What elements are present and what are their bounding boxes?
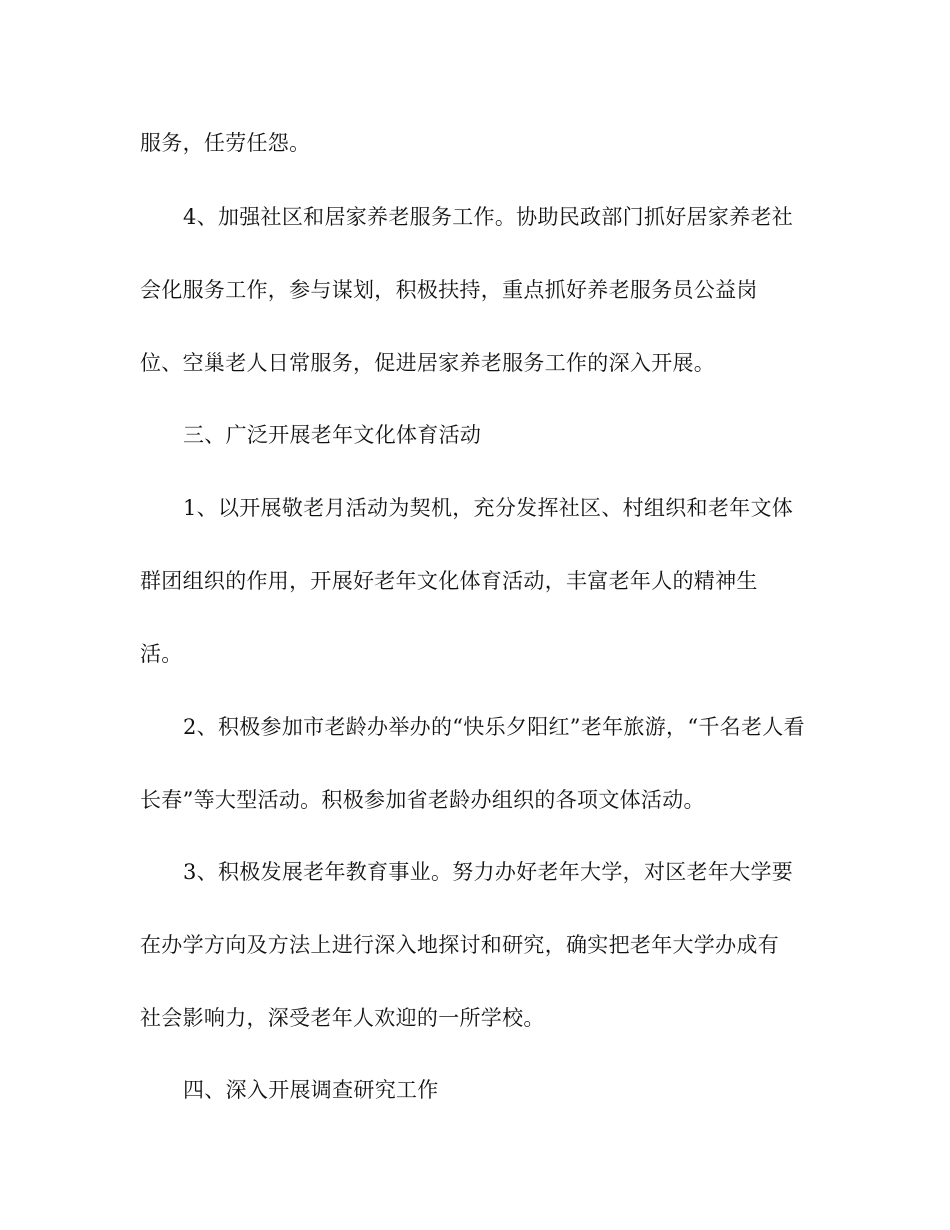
paragraph-line: 服务，任劳任怨。 [140, 131, 311, 155]
paragraph-line: 活。 [140, 642, 183, 666]
section-heading: 三、广泛开展老年文化体育活动 [183, 423, 482, 447]
paragraph-line: 群团组织的作用，开展好老年文化体育活动，丰富老年人的精神生 [140, 569, 758, 593]
paragraph-line: 2、积极参加市老龄办举办的“快乐夕阳红”老年旅游，“千名老人看 [183, 715, 805, 739]
section-heading: 四、深入开展调查研究工作 [183, 1078, 439, 1102]
paragraph-line: 会化服务工作，参与谋划，积极扶持，重点抓好养老服务员公益岗 [140, 278, 758, 302]
paragraph-line: 在办学方向及方法上进行深入地探讨和研究，确实把老年大学办成有 [140, 933, 779, 957]
paragraph-line: 长春”等大型活动。积极参加省老龄办组织的各项文体活动。 [140, 788, 705, 812]
paragraph-line: 社会影响力，深受老年人欢迎的一所学校。 [140, 1006, 545, 1030]
paragraph-line: 位、空巢老人日常服务，促进居家养老服务工作的深入开展。 [140, 351, 716, 375]
paragraph-line: 4、加强社区和居家养老服务工作。协助民政部门抓好居家养老社 [183, 205, 794, 229]
paragraph-line: 1、以开展敬老月活动为契机，充分发挥社区、村组织和老年文体 [183, 496, 794, 520]
paragraph-line: 3、积极发展老年教育事业。努力办好老年大学，对区老年大学要 [183, 860, 794, 884]
